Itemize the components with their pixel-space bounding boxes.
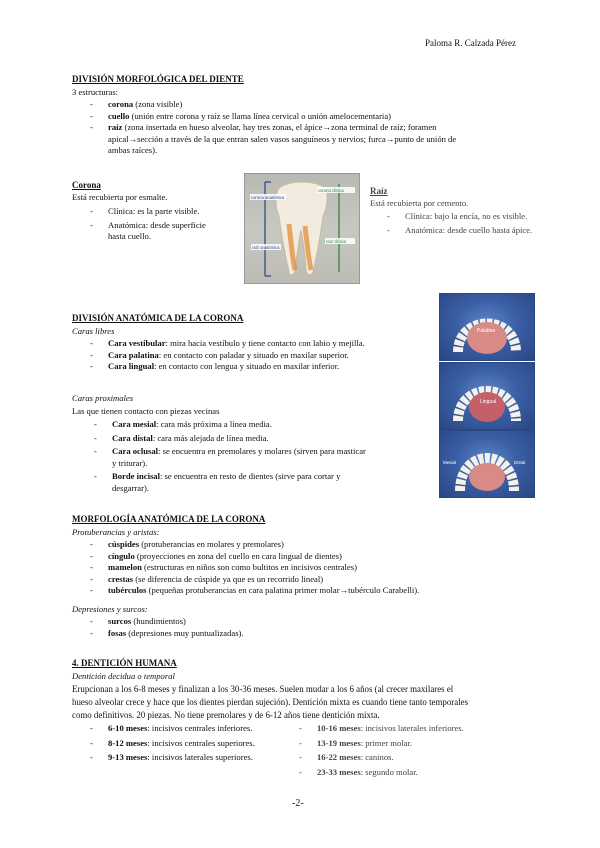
sec1-list — [108, 99, 528, 157]
sec3-sub-protuberancias: Protuberancias y aristas: — [72, 527, 160, 537]
list-item: - 23-33 meses: segundo molar. — [317, 767, 517, 779]
sec2-sub-proximales: Caras proximales — [72, 393, 134, 403]
list-item: - cuello (unión entre corona y raíz se llama línea cervical o unión amelocementaria) — [108, 111, 528, 123]
list-item: - Cara mesial: cara más próxima a línea media. — [112, 419, 432, 431]
list-item: - Cara vestibular: mira hacia vestíbulo y tiene contacto con labio y mejilla. — [108, 338, 428, 350]
list-item: - surcos (hundimientos) — [108, 616, 428, 628]
section-title-morfologica: DIVISIÓN MORFOLÓGICA DEL DIENTE — [72, 74, 244, 84]
jaw-image-upper — [439, 293, 535, 361]
proximal-arch-illustration — [440, 431, 534, 497]
tooth-illustration — [245, 174, 359, 283]
list-item: - Anatómica: desde superficie hasta cuello. — [108, 220, 238, 243]
raiz-intro: Está recubierta por cemento. — [370, 198, 469, 208]
label-distal: Distal — [514, 460, 526, 465]
raiz-list — [405, 211, 595, 236]
sec4-sub-decidua: Dentición decidua o temporal — [72, 671, 175, 681]
list-item: - mamelon (estructuras en niños son como bultitos en incisivos centrales) — [108, 562, 528, 574]
list-item: - crestas (se diferencia de cúspide ya que es un recorrido lineal) — [108, 574, 528, 586]
list-item: - Cara lingual: en contacto con lengua y situado en maxilar inferior. — [108, 361, 428, 373]
protuberancias-list — [108, 539, 528, 597]
sec1-intro: 3 estructuras: — [72, 87, 119, 97]
list-item: - Cara oclusal: se encuentra en premolares y molares (sirven para masticar y triturar). — [112, 446, 432, 469]
list-item: - Borde incisal: se encuentra en resto de dientes (sirve para cortar y desgarrar). — [112, 471, 432, 494]
label-raiz-clinica: raíz clínica — [326, 239, 347, 244]
list-item: - Cara palatina: en contacto con paladar y situado en maxilar superior. — [108, 350, 428, 362]
corona-list — [108, 206, 238, 243]
list-item: - Anatómica: desde cuello hasta ápice. — [405, 225, 595, 237]
list-item: - 10-16 meses: incisivos laterales inferiores. — [317, 723, 517, 735]
list-item: - tubérculos (pequeñas protuberancias en cara palatina primer molar→tubérculo Carabelli). — [108, 585, 528, 597]
corona-title: Corona — [72, 180, 101, 190]
page-number: -2- — [292, 798, 304, 809]
label-lingual: Lingual — [480, 399, 497, 405]
sec4-paragraph-line2: hueso alveolar crece y hace que los dientes pierdan sujeción). Dentición mixta es cuando tiene tanto temporales — [72, 697, 469, 707]
raiz-title: Raíz — [370, 186, 388, 196]
erupcion-list-right — [317, 723, 517, 778]
sec2-prox-intro: Las que tienen contacto con piezas vecinas — [72, 406, 220, 416]
author-name: Paloma R. Calzada Pérez — [425, 38, 516, 48]
section-title-denticion: 4. DENTICIÓN HUMANA — [72, 658, 177, 668]
list-item: - 13-19 meses: primer molar. — [317, 738, 517, 750]
label-corona-clinica: corona clínica — [318, 188, 344, 193]
label-raiz-anatomica: raíz anatómica — [252, 245, 280, 250]
lower-arch-illustration — [440, 363, 534, 429]
jaw-image-lower — [439, 362, 535, 430]
depresiones-list — [108, 616, 428, 639]
sec4-paragraph-line3: como definitivos. 20 piezas. No tiene premolares y de 6-12 años tiene dentición mixta. — [72, 710, 380, 720]
tooth-diagram-image — [244, 173, 360, 284]
caras-libres-list — [108, 338, 428, 373]
caras-proximales-list — [112, 419, 432, 495]
upper-arch-illustration — [440, 294, 534, 360]
list-item: - Cara distal: cara más alejada de línea media. — [112, 433, 432, 445]
sec2-sub-libres: Caras libres — [72, 326, 115, 336]
list-item: - Clínica: bajo la encía, no es visible. — [405, 211, 595, 223]
sec3-sub-depresiones: Depresiones y surcos: — [72, 604, 148, 614]
corona-intro: Está recubierta por esmalte. — [72, 192, 168, 202]
list-item: - fosas (depresiones muy puntualizadas). — [108, 628, 428, 640]
list-item: - raíz (zona insertada en hueso alveolar, hay tres zonas, el ápice→zona terminal de raíz; foramen apical→sección a través de la que entran salen vasos sanguíneos y nervios; furca→punto de unión de ambas raíces). — [108, 122, 528, 157]
label-mesial: Mesial — [443, 460, 457, 465]
list-item: - Clínica: es la parte visible. — [108, 206, 238, 218]
list-item: - cíngulo (proyecciones en zona del cuello en cara lingual de dientes) — [108, 551, 528, 563]
list-item: - 6-10 meses: incisivos centrales inferiores. — [108, 723, 298, 735]
list-item: - 8-12 meses: incisivos centrales superiores. — [108, 738, 298, 750]
erupcion-list-left — [108, 723, 298, 764]
list-item: - cúspides (protuberancias en molares y premolares) — [108, 539, 528, 551]
list-item: - corona (zona visible) — [108, 99, 528, 111]
list-item: - 9-13 meses: incisivos laterales superiores. — [108, 752, 298, 764]
list-item: - 16-22 meses: caninos. — [317, 752, 517, 764]
sec4-paragraph-line1: Erupcionan a los 6-8 meses y finalizan a los 30-36 meses. Suelen mudar a los 6 años (al crecer maxilares el — [72, 684, 454, 694]
label-corona-anatomica: corona anatómica — [251, 195, 285, 200]
section-title-anatomica: DIVISIÓN ANATÓMICA DE LA CORONA — [72, 313, 244, 323]
section-title-morfologia-corona: MORFOLOGÍA ANATÓMICA DE LA CORONA — [72, 514, 266, 524]
label-palatina: Palatina — [477, 328, 496, 334]
jaw-image-proximal — [439, 430, 535, 498]
